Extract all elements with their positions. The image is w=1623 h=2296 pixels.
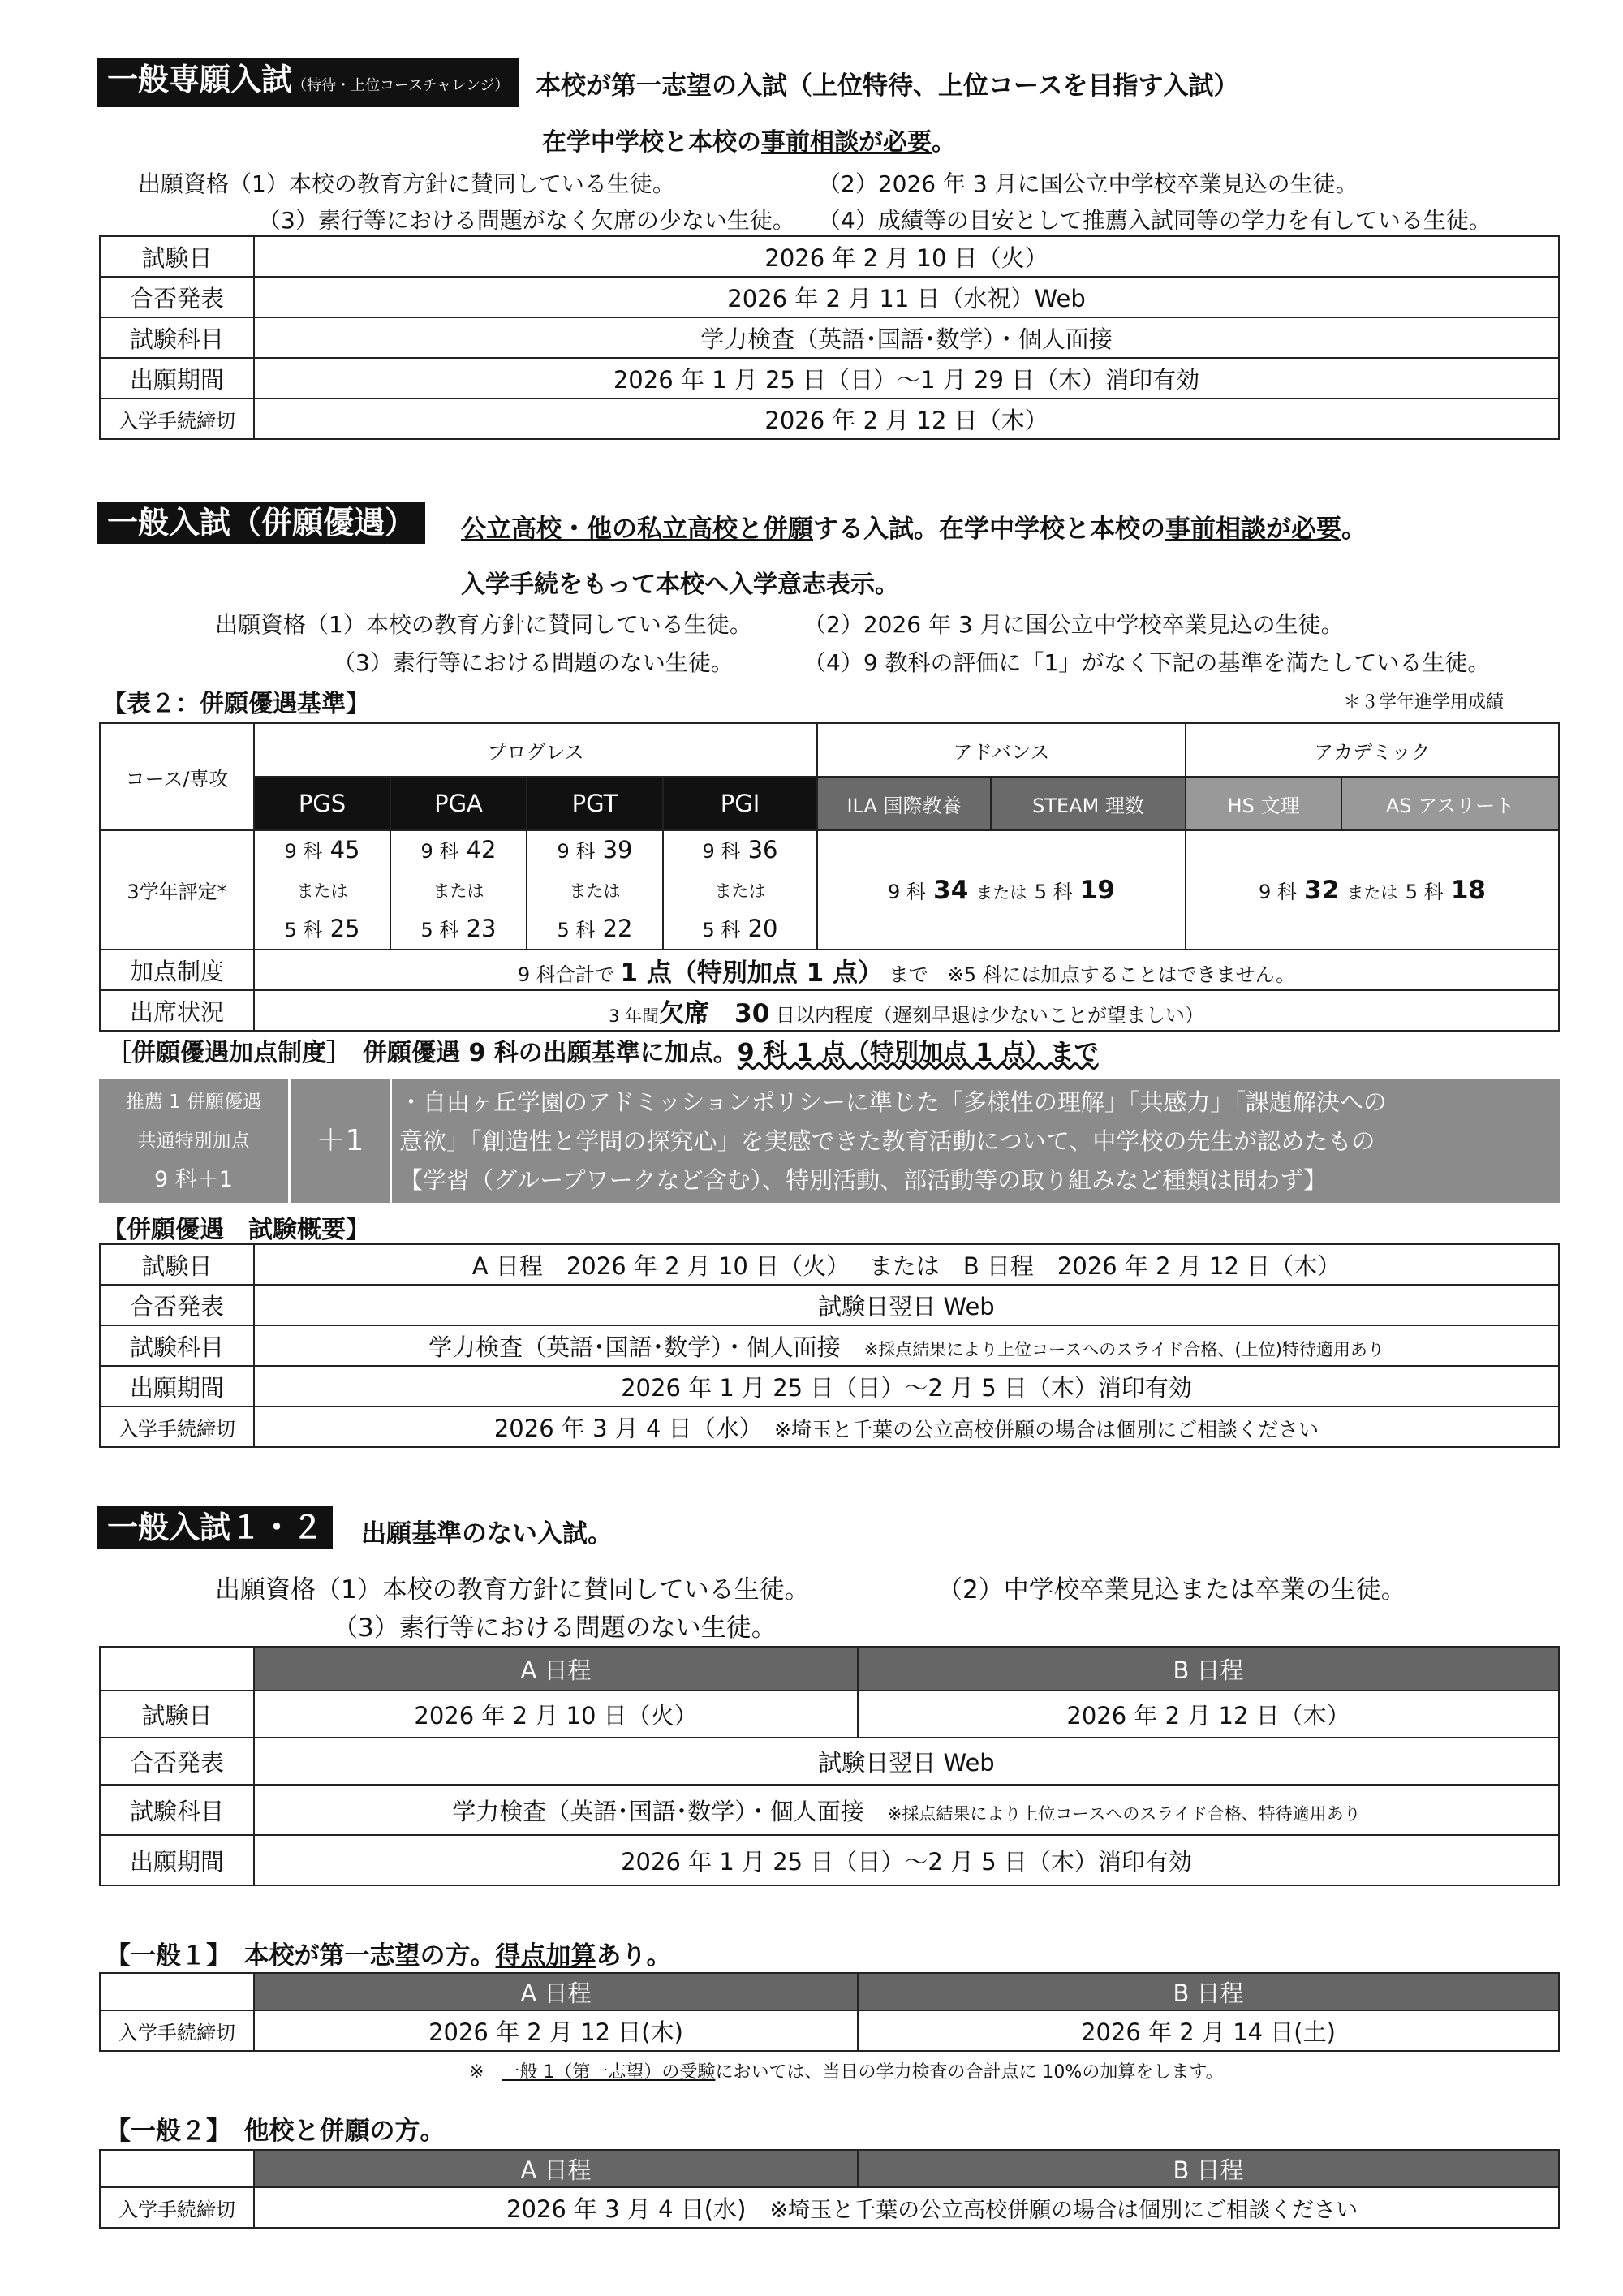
s4-note: ※ 一般 1（第一志望）の受験においては、当日の学力検査の合計点に 10%の加算をします。 bbox=[469, 2062, 1224, 2083]
table-row: 入学手続締切 2026 年 3 月 4 日(水) ※埼玉と千葉の公立高校併願の場合は個別にご相談ください bbox=[100, 2187, 1559, 2228]
table-row: 3学年評定* 9 科 45 または 5 科 25 9 科 42 または 5 科 23 9 科 39 または 5 科 22 9 科 36 または 5 科 20 9 科 34 または 5 科 19 9 科 32 または 5 科 18 bbox=[100, 830, 1559, 950]
table-row: コース/専攻 プログレス アドバンス アカデミック bbox=[100, 723, 1559, 777]
s2-badge: 一般入試（併願優遇） bbox=[97, 502, 425, 544]
s3-qualify-line1: 出願資格（1）本校の教育方針に賛同している生徒。 bbox=[215, 1575, 810, 1605]
s2-table-title: 【表２：併願優遇基準】 bbox=[102, 690, 370, 718]
table-row: A 日程 B 日程 bbox=[100, 2150, 1559, 2187]
table-row: 試験科目 学力検査（英語･国語･数学）・個人面接 ※採点結果により上位コースへのスライド合格、(上位)特待適用あり bbox=[100, 1325, 1559, 1366]
s4-title: 【一般１】 本校が第一志望の方。得点加算あり。 bbox=[105, 1941, 672, 1971]
s1-badge: 一般専願入試（特待・上位コースチャレンジ） bbox=[97, 58, 519, 107]
s2-special-bonus-plus: ＋1 bbox=[291, 1079, 392, 1203]
s2-special-bonus-box bbox=[99, 1079, 1560, 1203]
s1-qualify-2: （2）2026 年 3 月に国公立中学校卒業見込の生徒。 bbox=[818, 170, 1358, 197]
table-row: 入学手続締切 2026 年 3 月 4 日（水） ※埼玉と千葉の公立高校併願の場合は個別にご相談ください bbox=[100, 1406, 1559, 1447]
s5-title: 【一般２】 他校と併願の方。 bbox=[105, 2117, 446, 2146]
table-row: 合否発表 試験日翌日 Web bbox=[100, 1738, 1559, 1785]
table-row: A 日程 B 日程 bbox=[100, 1973, 1559, 2010]
s2-table-note: ＊３学年進学用成績 bbox=[1343, 692, 1505, 713]
table-row: 出願期間 2026 年 1 月 25 日（日）～2 月 5 日（木）消印有効 bbox=[100, 1835, 1559, 1885]
s1-table bbox=[99, 235, 1560, 440]
table-row: 試験日 2026 年 2 月 10 日（火） 2026 年 2 月 12 日（木） bbox=[100, 1691, 1559, 1738]
s3-table bbox=[99, 1646, 1560, 1886]
s1-qualify-line1: 出願資格（1）本校の教育方針に賛同している生徒。 bbox=[138, 170, 675, 197]
table-row: 試験科目 学力検査（英語･国語･数学）・個人面接 ※採点結果により上位コースへのスライド合格、特待適用あり bbox=[100, 1785, 1559, 1835]
table-row: 出席状況 3 年間欠席 30 日以内程度（遅刻早退は少ないことが望ましい） bbox=[100, 990, 1559, 1031]
s2-qualify-2: （2）2026 年 3 月に国公立中学校卒業見込の生徒。 bbox=[803, 611, 1344, 638]
table-row: 試験日 2026 年 2 月 10 日（火） bbox=[100, 236, 1559, 277]
table-row: 試験科目 学力検査（英語･国語･数学）・個人面接 bbox=[100, 317, 1559, 358]
s2-qualify-3: （3）素行等における問題のない生徒。 bbox=[333, 649, 734, 676]
s2-qualify-4: （4）9 教科の評価に「1」がなく下記の基準を満たしている生徒。 bbox=[803, 649, 1491, 676]
table-row: 出願期間 2026 年 1 月 25 日（日）～2 月 5 日（木）消印有効 bbox=[100, 1366, 1559, 1406]
s3-qualify-3: （3）素行等における問題のない生徒。 bbox=[333, 1613, 777, 1643]
table-row: PGS PGA PGT PGI ILA 国際教養 STEAM 理数 HS 文理 AS アスリート bbox=[100, 777, 1559, 830]
table-row: 入学手続締切 2026 年 2 月 12 日(木) 2026 年 2 月 14 日(土) bbox=[100, 2010, 1559, 2051]
table-row: 試験日 A 日程 2026 年 2 月 10 日（火） または B 日程 2026 年 2 月 12 日（木） bbox=[100, 1244, 1559, 1285]
s3-badge: 一般入試１・２ bbox=[97, 1506, 333, 1549]
s2-summary-title: 【併願優遇 試験概要】 bbox=[102, 1216, 370, 1244]
s2-headline: 公立高校・他の私立高校と併願する入試。在学中学校と本校の事前相談が必要。 bbox=[461, 515, 1367, 544]
s2-line2: 入学手続をもって本校へ入学意志表示。 bbox=[461, 571, 899, 599]
s2-special-bonus-text: ・自由ヶ丘学園のアドミッションポリシーに準じた「多様性の理解」「共感力」「課題解決への 意欲」「創造性と学問の探究心」を実感できた教育活動について、中学校の先生が認めたもの 【学習（グループワークなど含む）、特別活動、部活動等の取り組みなど種類は問わず】 bbox=[399, 1088, 1387, 1194]
s3-qualify-2: （2）中学校卒業見込または卒業の生徒。 bbox=[937, 1575, 1406, 1605]
s1-headline: 本校が第一志望の入試（上位特待、上位コースを目指す入試） bbox=[536, 71, 1239, 101]
s3-headline: 出願基準のない入試。 bbox=[361, 1519, 613, 1549]
s2-summary-table bbox=[99, 1243, 1560, 1448]
s1-consult: 在学中学校と本校の事前相談が必要。 bbox=[542, 128, 956, 157]
table-row: 合否発表 試験日翌日 Web bbox=[100, 1285, 1559, 1325]
s2-qualify-line1: 出願資格（1）本校の教育方針に賛同している生徒。 bbox=[215, 611, 752, 638]
table-row: A 日程 B 日程 bbox=[100, 1647, 1559, 1691]
s2-bonus-heading: ［併願優遇加点制度］ 併願優遇 9 科の出願基準に加点。9 科 1 点（特別加点 1 点）まで bbox=[107, 1039, 1099, 1067]
s4-table bbox=[99, 1972, 1560, 2052]
s1-qualify-4: （4）成績等の目安として推薦入試同等の学力を有している生徒。 bbox=[818, 207, 1492, 234]
table-row: 加点制度 9 科合計で 1 点（特別加点 1 点） まで ※5 科には加点することはできません。 bbox=[100, 950, 1559, 990]
s2-special-bonus-label: 推薦 1 併願優遇 共通特別加点 9 科＋1 bbox=[99, 1079, 291, 1203]
table-row: 合否発表 2026 年 2 月 11 日（水祝）Web bbox=[100, 277, 1559, 317]
s1-qualify-3: （3）素行等における問題がなく欠席の少ない生徒。 bbox=[258, 207, 795, 234]
s2-criteria-table bbox=[99, 722, 1560, 1032]
table-row: 出願期間 2026 年 1 月 25 日（日）～1 月 29 日（木）消印有効 bbox=[100, 358, 1559, 398]
table-row: 入学手続締切 2026 年 2 月 12 日（木） bbox=[100, 398, 1559, 439]
s5-table bbox=[99, 2149, 1560, 2229]
